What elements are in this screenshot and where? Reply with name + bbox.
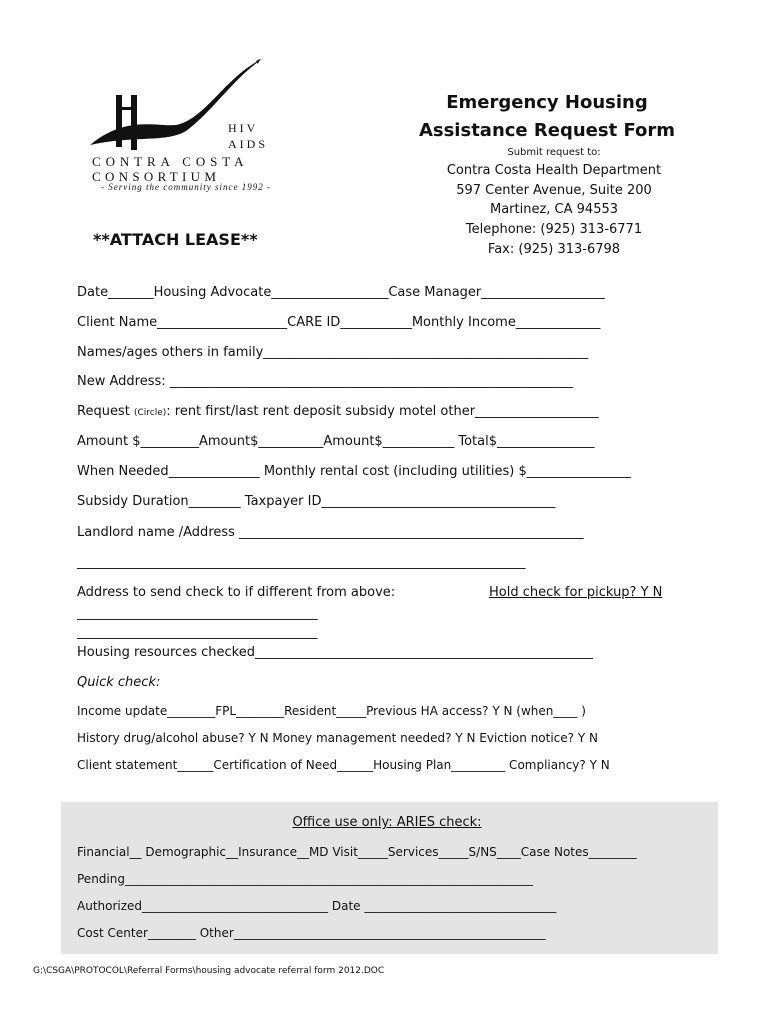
aries-check-line[interactable]: Financial__ Demographic__Insurance__MD Visit_____Services_____S/NS____Case Notes________: [77, 845, 637, 859]
city-state-zip: Martinez, CA 94553: [489, 202, 619, 217]
date-advocate-casemanager-line[interactable]: Date_______Housing Advocate__________________Case Manager___________________: [77, 285, 605, 300]
logo-contra-costa-text: CONTRA COSTA: [92, 154, 249, 169]
when-needed-line[interactable]: When Needed______________ Monthly rental cost (including utilities) $________________: [77, 464, 631, 479]
request-options[interactable]: : rent first/last rent deposit subsidy motel other___________________: [166, 404, 599, 419]
cost-center-line[interactable]: Cost Center________ Other____________________________________________________: [77, 926, 546, 940]
form-title-line2: Assistance Request Form: [418, 120, 676, 141]
department-name: Contra Costa Health Department: [446, 163, 662, 178]
authorized-date-line[interactable]: Authorized_______________________________ Date ________________________________: [77, 899, 557, 913]
landlord-continuation-line[interactable]: _____________________________________________________________________: [77, 555, 526, 570]
subsidy-taxpayer-line[interactable]: Subsidy Duration________ Taxpayer ID____________________________________: [77, 494, 556, 509]
hold-check-option[interactable]: Hold check for pickup? Y N: [489, 585, 663, 600]
send-check-line-1[interactable]: _____________________________________: [77, 606, 318, 621]
pending-line[interactable]: Pending____________________________________________________________________: [77, 872, 533, 886]
amounts-line[interactable]: Amount $_________Amount$__________Amount$___________ Total$_______________: [77, 434, 595, 449]
file-path-footer: G:\CSGA\PROTOCOL\Referral Forms\housing advocate referral form 2012.DOC: [33, 966, 385, 976]
submit-request-label: Submit request to:: [507, 147, 601, 158]
fax: Fax: (925) 313-6798: [487, 242, 621, 257]
logo-hiv-text: HIV: [228, 121, 259, 135]
telephone: Telephone: (925) 313-6771: [465, 222, 643, 237]
attach-lease-note: **ATTACH LEASE**: [93, 230, 258, 249]
form-title-line1: Emergency Housing: [446, 92, 648, 113]
client-name-line[interactable]: Client Name____________________CARE ID___________Monthly Income_____________: [77, 315, 601, 330]
landlord-line[interactable]: Landlord name /Address _____________________________________________________: [77, 525, 584, 540]
client-statement-line[interactable]: Client statement______Certification of Need______Housing Plan_________ Compliancy? Y N: [77, 758, 610, 772]
circle-hint: (Circle): [133, 408, 167, 418]
logo-aids-text: AIDS: [228, 137, 269, 151]
send-check-line-2[interactable]: _____________________________________: [77, 625, 318, 640]
street-address: 597 Center Avenue, Suite 200: [456, 183, 652, 198]
new-address-line[interactable]: New Address: ______________________________________________________________: [77, 374, 573, 389]
office-use-title: Office use only: ARIES check:: [292, 815, 482, 830]
logo-tagline: - Serving the community since 1992 -: [101, 182, 271, 192]
request-label: Request: [77, 404, 134, 419]
send-check-address-label: Address to send check to if different from above:: [77, 585, 396, 600]
history-line[interactable]: History drug/alcohol abuse? Y N Money management needed? Y N Eviction notice? Y N: [77, 731, 598, 745]
names-ages-line[interactable]: Names/ages others in family__________________________________________________: [77, 345, 589, 360]
quick-check-heading: Quick check:: [77, 675, 161, 690]
housing-resources-line[interactable]: Housing resources checked____________________________________________________: [77, 645, 593, 660]
income-update-line[interactable]: Income update________FPL________Resident_____Previous HA access? Y N (when____ ): [77, 704, 586, 718]
logo-consortium-text: CONSORTIUM: [92, 169, 221, 184]
request-line[interactable]: [77, 404, 599, 419]
